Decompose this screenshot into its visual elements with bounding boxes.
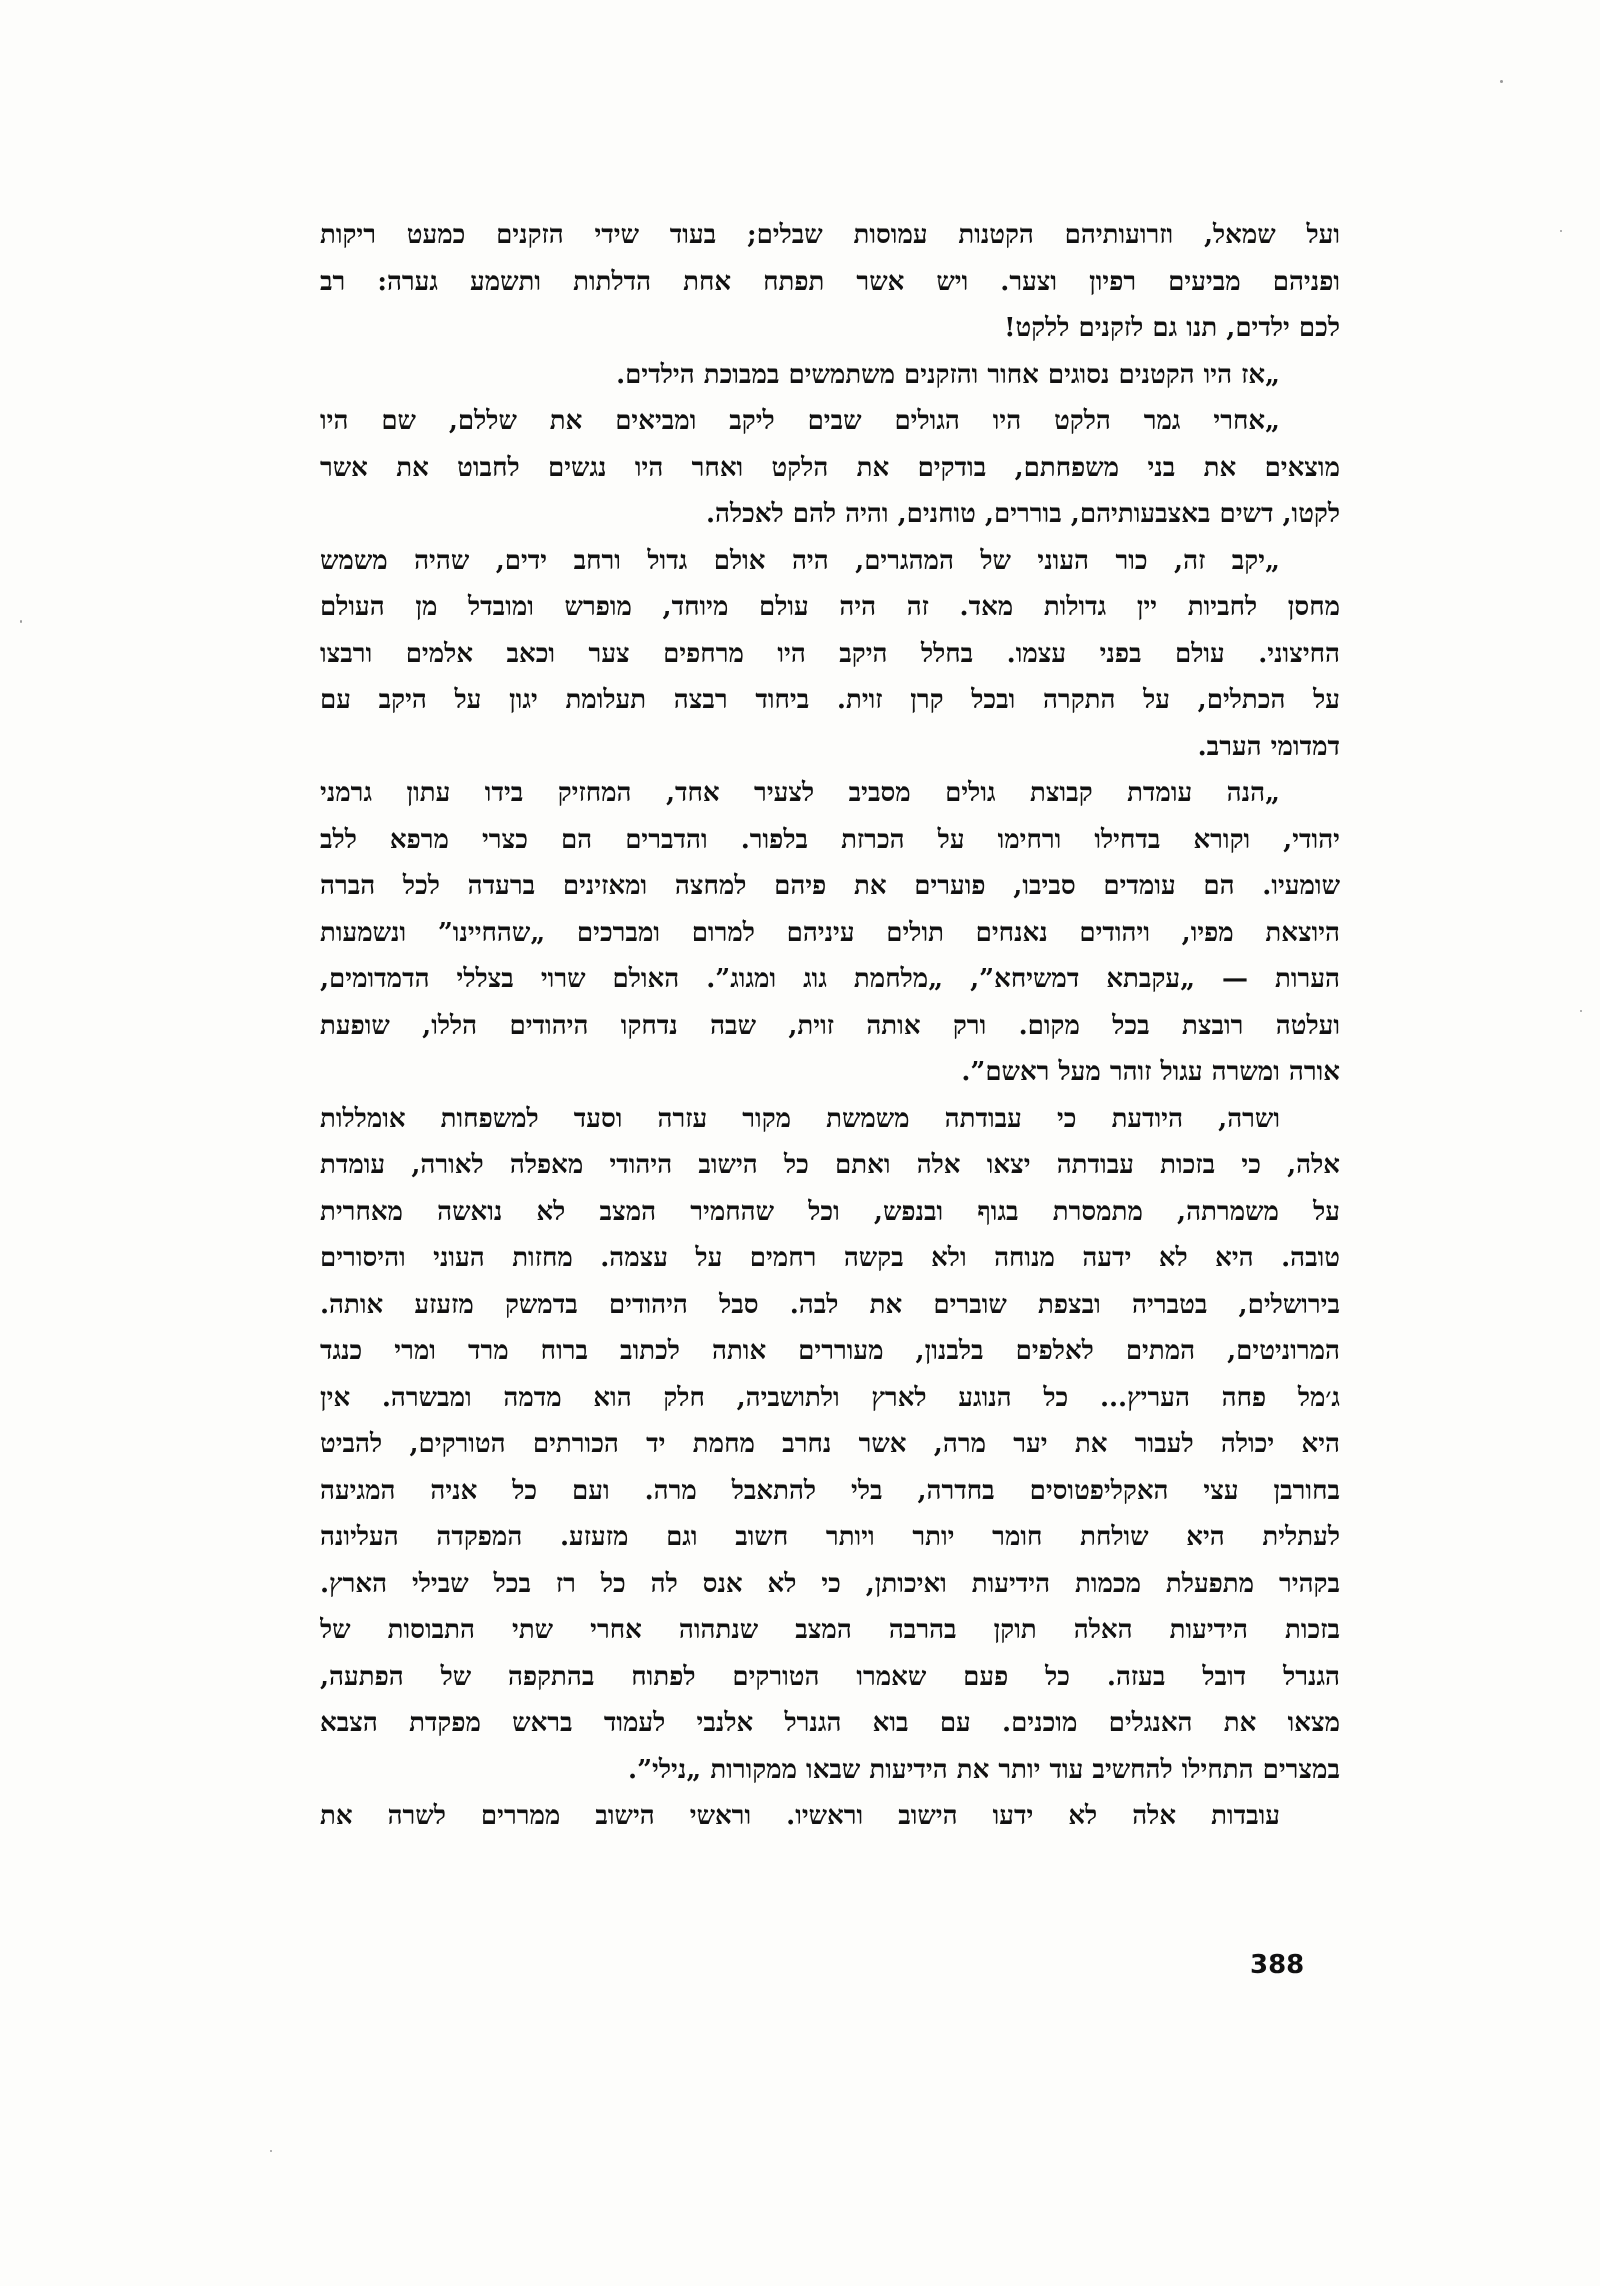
text-line: מחסן לחביות יין גדולות מאד. זה היה עולם מיוחד, מופרש ומובדל מן העולם — [320, 592, 1340, 622]
text-line: לעתלית היא שולחת חומר יותר ויותר חשוב וגם מזעזע. המפקדה העליונה — [320, 1522, 1340, 1552]
scan-speck — [270, 2150, 272, 2152]
text-line: „הנה עומדת קבוצת גולים מסביב לצעיר אחד, המחזיק בידו עתון גרמני — [320, 778, 1280, 808]
text-line: הגנרל דובל בעזה. כל פעם שאמרו הטורקים לפתוח בהתקפה של הפתעה, — [320, 1661, 1340, 1692]
text-line: החיצוני. עולם בפני עצמו. בחלל היקב היו מרחפים צער וכאב אלמים ורבצו — [320, 638, 1340, 669]
text-line: היא יכולה לעבור את יער מרה, אשר נחרב מחמת יד הכורתים הטורקים, להביט — [320, 1429, 1340, 1459]
text-line: יהודי, וקורא בדחילו ורחימו על הכרזת בלפור. והדברים הם כצרי מרפא ללב — [320, 824, 1340, 855]
text-line: הערות — „עקבתא דמשיחא”, „מלחמת גוג ומגוג”. האולם שרוי בצללי הדמדומים, — [320, 964, 1340, 994]
text-line: שומעיו. הם עומדים סביבו, פוערים את פיהם למחצה ומאזינים ברעדה לכל הברה — [320, 871, 1340, 901]
page-number: 388 — [1250, 1950, 1305, 1980]
text-line: לכם ילדים, תנו גם לזקנים ללקט! — [1004, 313, 1340, 343]
text-line: ועל שמאל, וזרועותיהם הקטנות עמוסות שבלים; בעוד שידי הזקנים כמעט ריקות — [320, 220, 1340, 250]
text-line: ג׳מל פחה העריץ... כל הנוגע לארץ ולתושביה, חלק הוא מדמה ומבשרה. אין — [320, 1382, 1340, 1413]
text-line: המרוניטים, המתים לאלפים בלבנון, מעוררים אותה לכתוב ברוח מרד ומרי כנגד — [320, 1336, 1340, 1366]
scan-speck — [1580, 1010, 1582, 1012]
text-line: טובה. היא לא ידעה מנוחה ולא בקשה רחמים על עצמה. מחזות העוני והיסורים — [320, 1243, 1340, 1273]
text-line: מוצאים את בני משפחתם, בודקים את הלקט ואחר היו נגשים לחבוט את אשר — [320, 452, 1340, 483]
body-text — [320, 212, 1340, 1840]
text-line: „אחרי גמר הלקט היו הגולים שבים ליקב ומביאים את שללם, שם היו — [320, 406, 1280, 436]
text-line: בקהיר מתפעלת מכמות הידיעות ואיכותן, כי לא אנס לה כל רז בכל שבילי הארץ. — [320, 1568, 1340, 1599]
text-line: בירושלים, בטבריה ובצפת שוברים את לבה. סבל היהודים בדמשק מזעזע אותה. — [320, 1289, 1340, 1320]
text-line: „אז היו הקטנים נסוגים אחור והזקנים משתמשים במבוכת הילדים. — [616, 359, 1280, 390]
text-line: על משמרתה, מתמסרת בגוף ובנפש, וכל שהחמיר המצב לא נואשה מאחרית — [320, 1196, 1340, 1227]
text-line: דמדומי הערב. — [1197, 731, 1340, 762]
text-line: ועלטה רובצת בכל מקום. ורק אותה זוית, שבה נדחקו היהודים הללו, שופעת — [320, 1010, 1340, 1041]
text-line: מצאו את האנגלים מוכנים. עם בוא הגנרל אלנבי לעמוד בראש מפקדת הצבא — [320, 1708, 1340, 1738]
text-line: עובדות אלה לא ידעו הישוב וראשיו. וראשי הישוב ממררים לשרה את — [320, 1801, 1280, 1831]
scan-speck — [1560, 230, 1562, 232]
text-line: „יקב זה, כור העוני של המהגרים, היה אולם גדול ורחב ידים, שהיה משמש — [320, 545, 1280, 576]
scan-speck — [1500, 80, 1503, 83]
text-line: ופניהם מביעים רפיון וצער. ויש אשר תפתח אחת הדלתות ותשמע גערה: רב — [320, 266, 1340, 297]
scan-speck — [20, 620, 22, 623]
text-line: במצרים התחילו להחשיב עוד יותר את הידיעות שבאו ממקורות „נילי”. — [628, 1754, 1340, 1785]
text-line: על הכתלים, על התקרה ובכל קרן זוית. ביחוד רבצה תעלומת יגון על היקב עם — [320, 685, 1340, 715]
text-line: אלה, כי בזכות עבודתה יצאו אלה ואתם כל הישוב היהודי מאפלה לאורה, עומדת — [320, 1150, 1340, 1180]
text-line: היוצאת מפיו, ויהודים נאנחים תולים עיניהם למרום ומברכים „שהחיינו” ונשמעות — [320, 917, 1340, 948]
text-line: בחורבן עצי האקליפטוסים בחדרה, בלי להתאבל מרה. ועם כל אניה המגיעה — [320, 1475, 1340, 1506]
text-line: אורה ומשרה עגול זוהר מעל ראשם”. — [961, 1057, 1340, 1087]
text-line: בזכות הידיעות האלה תוקן בהרבה המצב שנתהוה אחרי שתי התבוסות של — [320, 1615, 1340, 1645]
text-line: ושרה, היודעת כי עבודתה משמשת מקור עזרה וסעד למשפחות אומללות — [320, 1103, 1280, 1134]
text-line: לקטו, דשים באצבעותיהם, בוררים, טוחנים, והיה להם לאכלה. — [705, 499, 1340, 529]
